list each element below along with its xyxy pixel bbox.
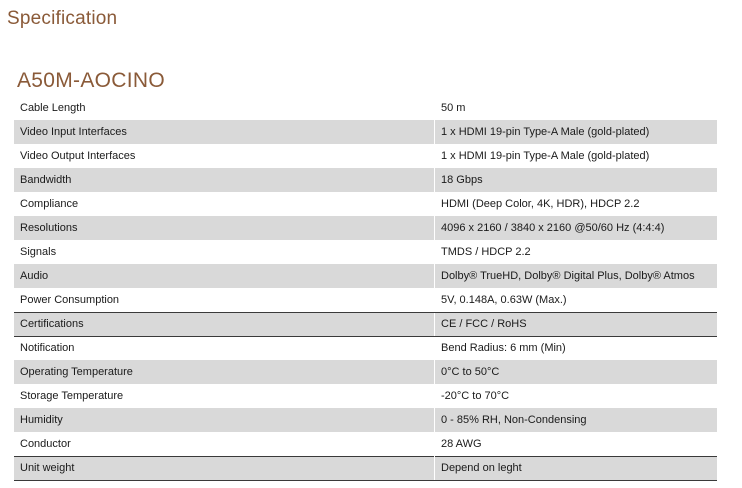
spec-label: Resolutions bbox=[14, 216, 435, 240]
spec-label: Cable Length bbox=[20, 102, 86, 114]
spec-label: Operating Temperature bbox=[14, 360, 435, 384]
page-title: Specification bbox=[7, 8, 118, 29]
spec-label: Storage Temperature bbox=[20, 390, 124, 402]
spec-value: Dolby® TrueHD, Dolby® Digital Plus, Dolby® Atmos bbox=[435, 264, 718, 288]
spec-label: Power Consumption bbox=[14, 288, 435, 312]
spec-value: 1 x HDMI 19-pin Type-A Male (gold-plated) bbox=[435, 120, 718, 144]
spec-table bbox=[14, 96, 717, 481]
spec-value: TMDS / HDCP 2.2 bbox=[435, 240, 718, 264]
table-row bbox=[14, 120, 717, 144]
table-row bbox=[14, 216, 717, 240]
spec-label: Certifications bbox=[14, 312, 435, 336]
model-title: A50M-AOCINO bbox=[17, 69, 165, 92]
spec-value: HDMI (Deep Color, 4K, HDR), HDCP 2.2 bbox=[435, 192, 718, 216]
spec-value: 1 x HDMI 19-pin Type-A Male (gold-plated) bbox=[435, 144, 718, 168]
spec-value: 50 m bbox=[435, 96, 718, 120]
table-row bbox=[14, 336, 717, 360]
spec-label: Unit weight bbox=[14, 456, 435, 480]
spec-label: Conductor bbox=[20, 437, 71, 450]
table-row bbox=[14, 144, 717, 168]
table-row bbox=[14, 240, 717, 264]
spec-label: Audio bbox=[14, 264, 435, 288]
spec-label: Signals bbox=[20, 246, 57, 258]
table-row bbox=[14, 408, 717, 432]
spec-value: 4096 x 2160 / 3840 x 2160 @50/60 Hz (4:4:4) bbox=[435, 216, 718, 240]
spec-value: Bend Radius: 6 mm (Min) bbox=[435, 336, 718, 360]
spec-label: Bandwidth bbox=[14, 168, 435, 192]
table-row bbox=[14, 360, 717, 384]
table-row bbox=[14, 168, 717, 192]
table-row bbox=[14, 264, 717, 288]
spec-value: 5V, 0.148A, 0.63W (Max.) bbox=[435, 288, 718, 312]
spec-value: -20°C to 70°C bbox=[435, 384, 718, 408]
spec-value: CE / FCC / RoHS bbox=[435, 312, 718, 336]
table-row bbox=[14, 384, 717, 408]
spec-label: Video Input Interfaces bbox=[14, 120, 435, 144]
spec-value: 28 AWG bbox=[435, 432, 718, 456]
spec-label: Video Output Interfaces bbox=[20, 150, 136, 162]
table-row bbox=[14, 432, 717, 456]
table-row bbox=[14, 456, 717, 480]
table-row bbox=[14, 312, 717, 336]
table-row bbox=[14, 288, 717, 312]
spec-value: Depend on leght bbox=[435, 456, 718, 480]
table-row bbox=[14, 192, 717, 216]
spec-label: Notification bbox=[20, 342, 75, 355]
table-row bbox=[14, 96, 717, 120]
spec-label: Compliance bbox=[20, 198, 79, 210]
spec-value: 0°C to 50°C bbox=[435, 360, 718, 384]
spec-value: 0 - 85% RH, Non-Condensing bbox=[435, 408, 718, 432]
spec-label: Humidity bbox=[14, 408, 435, 432]
spec-value: 18 Gbps bbox=[435, 168, 718, 192]
